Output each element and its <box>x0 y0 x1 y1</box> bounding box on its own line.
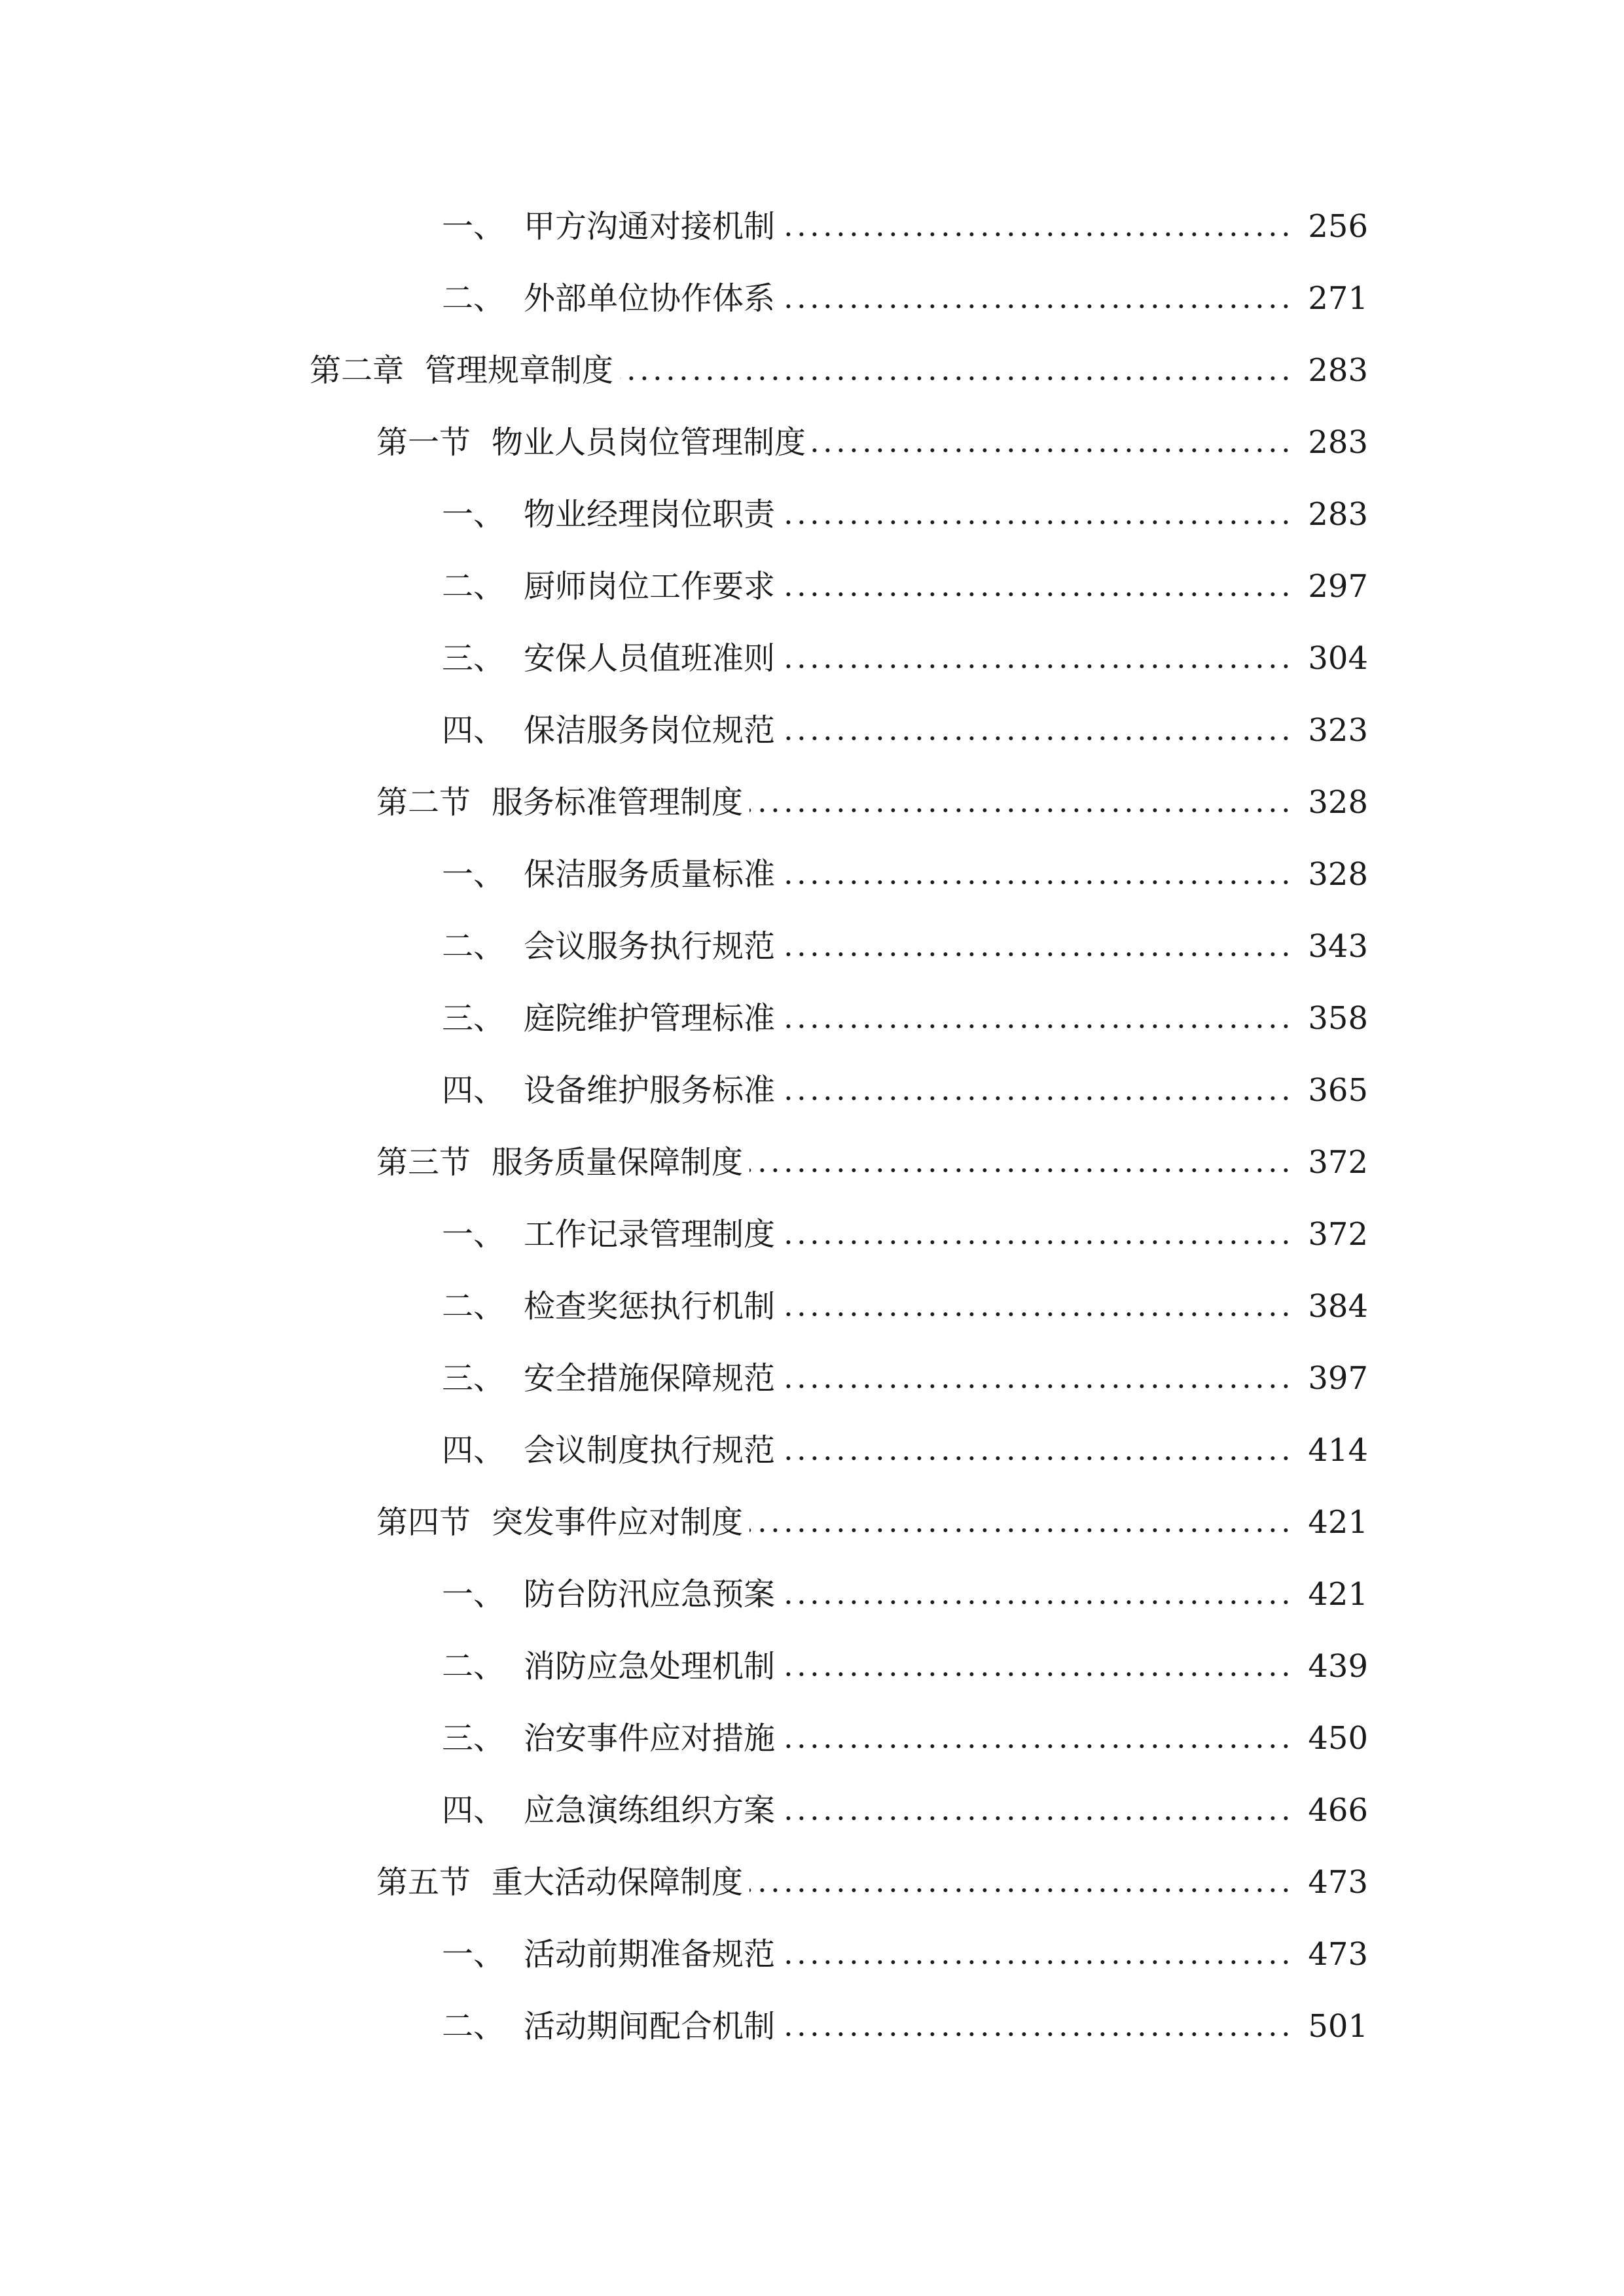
toc-entry-page: 414 <box>1308 1432 1368 1469</box>
toc-entry-page: 473 <box>1308 1864 1368 1901</box>
toc-entry-section[interactable] <box>376 1486 1368 1541</box>
toc-entry-title: 保洁服务岗位规范 <box>524 712 776 749</box>
toc-entry-chapter[interactable] <box>310 334 1368 389</box>
toc-entry-page: 323 <box>1308 712 1368 749</box>
toc-entry-page: 450 <box>1308 1720 1368 1757</box>
toc-entry-page: 256 <box>1308 208 1368 245</box>
dot-leader <box>782 2032 1292 2037</box>
dot-leader <box>782 1600 1292 1605</box>
toc-entry-number: 一、 <box>442 1936 505 1973</box>
toc-entry-title: 甲方沟通对接机制 <box>524 208 776 245</box>
toc-entry-title: 会议制度执行规范 <box>524 1432 776 1469</box>
dot-leader <box>749 1888 1292 1893</box>
toc-entry-title: 消防应急处理机制 <box>524 1648 776 1685</box>
toc-entry-page: 421 <box>1308 1576 1368 1613</box>
toc-entry-page: 466 <box>1308 1792 1368 1829</box>
toc-entry-page: 343 <box>1308 928 1368 965</box>
toc-entry-title: 活动期间配合机制 <box>524 2008 776 2045</box>
dot-leader <box>782 952 1292 957</box>
dot-leader <box>620 376 1292 381</box>
dot-leader <box>782 664 1292 669</box>
toc-entry[interactable] <box>442 1198 1368 1253</box>
toc-entry-page: 397 <box>1308 1360 1368 1397</box>
toc-entry-title: 庭院维护管理标准 <box>524 1000 776 1037</box>
toc-entry[interactable] <box>442 1342 1368 1397</box>
toc-entry-page: 372 <box>1308 1216 1368 1253</box>
toc-entry-title: 应急演练组织方案 <box>524 1792 776 1829</box>
dot-leader <box>782 1960 1292 1965</box>
toc-entry-title: 服务标准管理制度 <box>492 784 744 821</box>
toc-entry[interactable] <box>442 1774 1368 1829</box>
toc-entry-number: 二、 <box>442 1648 505 1685</box>
toc-entry-number: 一、 <box>442 1216 505 1253</box>
dot-leader <box>782 1096 1292 1101</box>
toc-entry-title: 设备维护服务标准 <box>524 1072 776 1109</box>
toc-entry-number: 第二节 <box>376 784 471 821</box>
toc-entry-number: 二、 <box>442 280 505 317</box>
dot-leader <box>782 1384 1292 1389</box>
toc-entry-number: 四、 <box>442 1072 505 1109</box>
toc-entry-number: 二、 <box>442 2008 505 2045</box>
toc-entry[interactable] <box>442 190 1368 245</box>
toc-entry-page: 372 <box>1308 1144 1368 1181</box>
toc-entry-title: 保洁服务质量标准 <box>524 856 776 893</box>
toc-entry-title: 厨师岗位工作要求 <box>524 568 776 605</box>
toc-entry-title: 管理规章制度 <box>425 352 614 389</box>
dot-leader <box>782 1816 1292 1821</box>
toc-entry-title: 检查奖惩执行机制 <box>524 1288 776 1325</box>
toc-entry[interactable] <box>442 1990 1368 2045</box>
dot-leader <box>782 592 1292 597</box>
toc-entry-title: 会议服务执行规范 <box>524 928 776 965</box>
toc-entry[interactable] <box>442 262 1368 317</box>
toc-entry-title: 活动前期准备规范 <box>524 1936 776 1973</box>
dot-leader <box>782 1312 1292 1317</box>
toc-entry-page: 421 <box>1308 1504 1368 1541</box>
dot-leader <box>782 1024 1292 1029</box>
toc-entry-page: 283 <box>1308 424 1368 461</box>
dot-leader <box>782 1744 1292 1749</box>
toc-entry-title: 安全措施保障规范 <box>524 1360 776 1397</box>
toc-entry-title: 安保人员值班准则 <box>524 640 776 677</box>
toc-entry-section[interactable] <box>376 766 1368 821</box>
toc-entry-page: 439 <box>1308 1648 1368 1685</box>
toc-entry-section[interactable] <box>376 1126 1368 1181</box>
dot-leader <box>782 520 1292 525</box>
toc-entry-title: 服务质量保障制度 <box>492 1144 744 1181</box>
dot-leader <box>782 232 1292 237</box>
toc-entry-page: 283 <box>1308 352 1368 389</box>
toc-entry-number: 第四节 <box>376 1504 471 1541</box>
toc-entry-title: 治安事件应对措施 <box>524 1720 776 1757</box>
toc-entry-section[interactable] <box>376 1846 1368 1901</box>
toc-entry-page: 283 <box>1308 496 1368 533</box>
toc-entry-title: 物业经理岗位职责 <box>524 496 776 533</box>
toc-entry-number: 第五节 <box>376 1864 471 1901</box>
toc-entry-title: 物业人员岗位管理制度 <box>492 424 806 461</box>
toc-entry-title: 工作记录管理制度 <box>524 1216 776 1253</box>
dot-leader <box>782 1240 1292 1245</box>
toc-entry-page: 271 <box>1308 280 1368 317</box>
toc-entry[interactable] <box>442 622 1368 677</box>
toc-entry-number: 二、 <box>442 928 505 965</box>
toc-entry[interactable] <box>442 1558 1368 1613</box>
toc-entry-page: 297 <box>1308 568 1368 605</box>
toc-entry-number: 三、 <box>442 1000 505 1037</box>
toc-entry[interactable] <box>442 478 1368 533</box>
toc-entry-number: 一、 <box>442 1576 505 1613</box>
toc-entry[interactable] <box>442 694 1368 749</box>
dot-leader <box>782 880 1292 885</box>
toc-entry-page: 473 <box>1308 1936 1368 1973</box>
toc-entry-number: 三、 <box>442 640 505 677</box>
toc-entry-page: 328 <box>1308 856 1368 893</box>
toc-entry-number: 四、 <box>442 1432 505 1469</box>
toc-entry[interactable] <box>442 1702 1368 1757</box>
dot-leader <box>749 1168 1292 1173</box>
toc-entry-number: 二、 <box>442 1288 505 1325</box>
dot-leader <box>782 1456 1292 1461</box>
dot-leader <box>782 304 1292 309</box>
toc-entry[interactable] <box>442 1918 1368 1973</box>
toc-entry[interactable] <box>442 1270 1368 1325</box>
toc-entry-number: 二、 <box>442 568 505 605</box>
toc-entry-title: 防台防汛应急预案 <box>524 1576 776 1613</box>
toc-entry-page: 328 <box>1308 784 1368 821</box>
toc-entry-title: 重大活动保障制度 <box>492 1864 744 1901</box>
toc-entry-number: 四、 <box>442 712 505 749</box>
toc-entry[interactable] <box>442 1054 1368 1109</box>
toc-entry-title: 突发事件应对制度 <box>492 1504 744 1541</box>
dot-leader <box>782 1672 1292 1677</box>
toc-entry-number: 第一节 <box>376 424 471 461</box>
toc-entry[interactable] <box>442 982 1368 1037</box>
dot-leader <box>749 808 1292 813</box>
toc-entry-number: 第三节 <box>376 1144 471 1181</box>
toc-entry[interactable] <box>442 838 1368 893</box>
toc-entry-number: 一、 <box>442 856 505 893</box>
toc-entry-number: 三、 <box>442 1720 505 1757</box>
toc-entry-page: 365 <box>1308 1072 1368 1109</box>
toc-entry-page: 304 <box>1308 640 1368 677</box>
toc-entry[interactable] <box>442 1414 1368 1469</box>
toc-entry[interactable] <box>442 550 1368 605</box>
toc-entry-number: 一、 <box>442 208 505 245</box>
toc-entry-number: 一、 <box>442 496 505 533</box>
toc-entry[interactable] <box>442 1630 1368 1685</box>
dot-leader <box>812 448 1292 453</box>
toc-entry[interactable] <box>442 910 1368 965</box>
dot-leader <box>749 1528 1292 1533</box>
toc-entry-number: 第二章 <box>310 352 405 389</box>
toc-entry-number: 三、 <box>442 1360 505 1397</box>
toc-entry-number: 四、 <box>442 1792 505 1829</box>
toc-entry-page: 358 <box>1308 1000 1368 1037</box>
toc-entry-title: 外部单位协作体系 <box>524 280 776 317</box>
toc-entry-section[interactable] <box>376 406 1368 461</box>
toc-entry-page: 501 <box>1308 2008 1368 2045</box>
dot-leader <box>782 736 1292 741</box>
toc-entry-page: 384 <box>1308 1288 1368 1325</box>
